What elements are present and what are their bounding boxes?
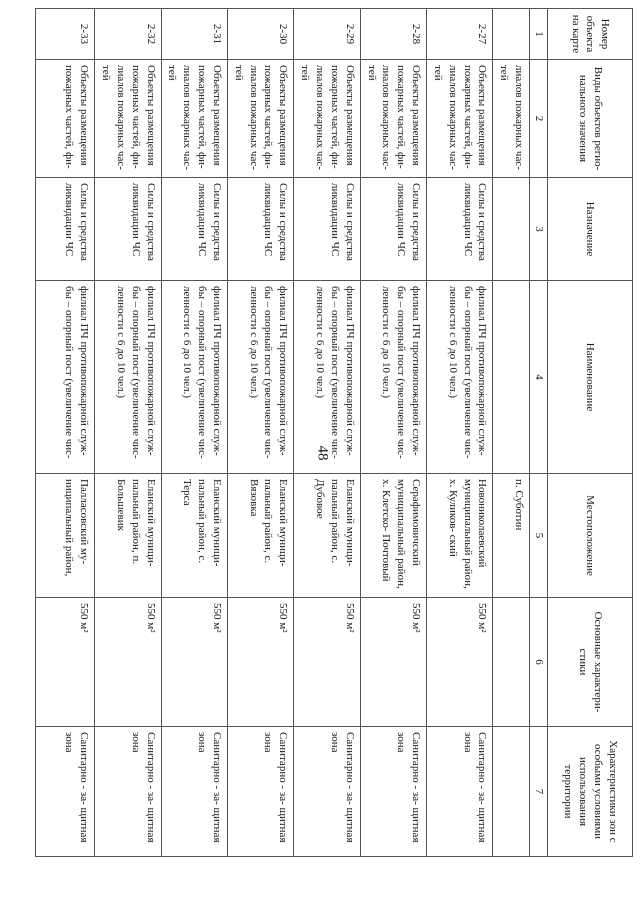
cell-location: Новониколаевский муниципальный район, х. Куликов- ский [427,474,493,598]
cell-number: 2-30 [227,9,293,60]
cell-number: 2-29 [294,9,360,60]
cell-name: филиал ПЧ противопожарной служ- бы – опорный пост (увеличение чис- ленности с 6 до 10 чел.) [227,281,293,474]
cell-location: п. Суботин [493,474,530,598]
cell-characteristics: 550 м² [294,598,360,727]
cell-purpose: Силы и средства ликвидации ЧС [95,178,161,281]
column-number: 5 [530,474,548,598]
cell-purpose: Силы и средства ликвидации ЧС [36,178,95,281]
cell-name: филиал ПЧ противопожарной служ- бы – опорный пост (увеличение чис- ленности с 6 до 10 чел.) [161,281,227,474]
cell-number: 2-28 [360,9,426,60]
cell-number: 2-33 [36,9,95,60]
cell-purpose: Силы и средства ликвидации ЧС [161,178,227,281]
cell-characteristics: 550 м² [95,598,161,727]
cell-location: Серафимовичский муниципальный район, х. Клетско- Почтовый [360,474,426,598]
cell-zone: Санитарно - за- щитная зона [360,727,426,857]
cell-characteristics [493,598,530,727]
cell-number [493,9,530,60]
cell-zone: Санитарно - за- щитная зона [161,727,227,857]
column-number: 4 [530,281,548,474]
table-row [36,9,95,857]
cell-name: филиал ПЧ противопожарной служ- бы – опорный пост (увеличение чис- [36,281,95,474]
cell-number: 2-27 [427,9,493,60]
table-row [427,9,493,857]
cell-name: филиал ПЧ противопожарной служ- бы – опорный пост (увеличение чис- ленности с 6 до 10 чел.) [95,281,161,474]
header-cell: Местоположение [548,474,633,598]
cell-characteristics: 550 м² [36,598,95,727]
cell-characteristics: 550 м² [360,598,426,727]
objects-table [35,8,633,857]
cell-type: Объекты размещения пожарных частей, фи- лиалов пожарных час- тей [227,60,293,178]
column-number: 6 [530,598,548,727]
header-cell: Назначение [548,178,633,281]
table-row [360,9,426,857]
column-number: 3 [530,178,548,281]
header-row [548,9,633,857]
header-cell: Номер объекта на карте [548,9,633,60]
cell-characteristics: 550 м² [227,598,293,727]
continuation-row [493,9,530,857]
cell-purpose: Силы и средства ликвидации ЧС [227,178,293,281]
cell-name [493,281,530,474]
column-number-row [530,9,548,857]
cell-name: филиал ПЧ противопожарной служ- бы – опорный пост (увеличение чис- ленности с 6 до 10 чел.) [427,281,493,474]
column-number: 2 [530,60,548,178]
cell-type: Объекты размещения пожарных частей, фи- лиалов пожарных час- тей [161,60,227,178]
header-cell: Характеристики зон с особыми условиями использования территории [548,727,633,857]
table-row [227,9,293,857]
cell-zone: Санитарно - за- щитная зона [95,727,161,857]
cell-location: Еланский муници- пальный район, с. Дубовое [294,474,360,598]
column-number: 7 [530,727,548,857]
cell-purpose: Силы и средства ликвидации ЧС [360,178,426,281]
header-cell: Основные характери- стики [548,598,633,727]
cell-type: Объекты размещения пожарных частей, фи- лиалов пожарных час- тей [427,60,493,178]
cell-name: филиал ПЧ противопожарной служ- бы – опорный пост (увеличение чис- ленности с 6 до 10 чел.) [294,281,360,474]
table-row [294,9,360,857]
cell-location: Еланский муници- пальный район, с. Терса [161,474,227,598]
cell-type: Объекты размещения пожарных частей, фи- лиалов пожарных час- тей [95,60,161,178]
cell-type: Объекты размещения пожарных частей, фи- лиалов пожарных час- тей [360,60,426,178]
rotated-table-container [63,8,633,856]
cell-location: Еланский муници- пальный район, с. Вязовка [227,474,293,598]
cell-type: Объекты размещения пожарных частей, фи- [36,60,95,178]
cell-location: Еланский муници- пальный район, п. Большевик [95,474,161,598]
cell-zone: Санитарно - за- щитная зона [227,727,293,857]
cell-characteristics: 550 м² [161,598,227,727]
cell-type: лиалов пожарных час- тей [493,60,530,178]
cell-type: Объекты размещения пожарных частей, фи- лиалов пожарных час- тей [294,60,360,178]
cell-zone: Санитарно - за- щитная зона [294,727,360,857]
cell-number: 2-32 [95,9,161,60]
table-row [161,9,227,857]
cell-purpose [493,178,530,281]
header-cell: Наименование [548,281,633,474]
page-number: 48 [314,445,331,461]
cell-location: Палласовский му- ниципальный район, [36,474,95,598]
cell-zone: Санитарно - за- щитная зона [427,727,493,857]
cell-zone: Санитарно - за- щитная зона [36,727,95,857]
column-number: 1 [530,9,548,60]
table-row [95,9,161,857]
cell-purpose: Силы и средства ликвидации ЧС [294,178,360,281]
cell-number: 2-31 [161,9,227,60]
cell-characteristics: 550 м² [427,598,493,727]
cell-purpose: Силы и средства ликвидации ЧС [427,178,493,281]
cell-name: филиал ПЧ противопожарной служ- бы – опорный пост (увеличение чис- ленности с 6 до 10 чел.) [360,281,426,474]
cell-zone [493,727,530,857]
header-cell: Виды объектов регио- нального значения [548,60,633,178]
